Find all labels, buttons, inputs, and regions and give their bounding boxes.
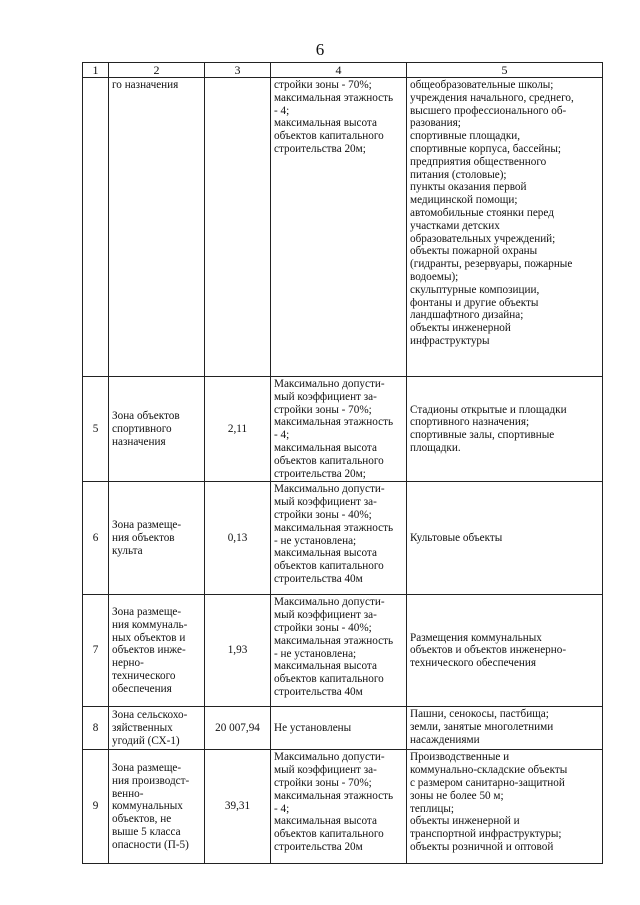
zone-name-line: ния коммуналь- bbox=[112, 618, 188, 631]
zone-permitted-uses-line: (гидранты, резервуары, пожарные bbox=[410, 258, 573, 271]
zone-parameters-line: объектов капитального bbox=[274, 673, 384, 686]
zone-permitted-uses-line: Размещения коммунальных bbox=[410, 631, 542, 644]
zone-permitted-uses-line: земли, занятые многолетними bbox=[410, 721, 554, 734]
col-header-4: 4 bbox=[271, 63, 407, 78]
zone-name-line: выше 5 класса bbox=[112, 826, 181, 839]
zone-parameters-line: максимальная высота bbox=[274, 547, 377, 560]
zone-permitted-uses-line: скульптурные композиции, bbox=[410, 283, 540, 296]
zone-permitted-uses-line: медицинской помощи; bbox=[410, 194, 518, 207]
zone-permitted-uses-line: площадки. bbox=[410, 441, 461, 454]
zone-name-line: культа bbox=[112, 544, 143, 557]
zone-name bbox=[109, 78, 205, 377]
zone-parameters-line: стройки зоны - 70%; bbox=[274, 776, 372, 789]
zone-name bbox=[109, 707, 205, 750]
zone-name-line: венно- bbox=[112, 787, 144, 800]
zone-number: 9 bbox=[83, 750, 109, 864]
zone-parameters bbox=[271, 482, 407, 595]
zone-parameters-line: максимальная высота bbox=[274, 660, 377, 673]
zone-name-line: угодий (СХ-1) bbox=[112, 734, 180, 747]
zone-name bbox=[109, 377, 205, 482]
table-row bbox=[83, 482, 603, 595]
zone-name-line: Зона размеще- bbox=[112, 762, 182, 775]
zone-name-line: Зона размеще- bbox=[112, 606, 182, 619]
zone-name bbox=[109, 750, 205, 864]
zone-permitted-uses-line: пункты оказания первой bbox=[410, 181, 527, 194]
zone-parameters-line: максимальная этажность bbox=[274, 91, 394, 104]
zone-permitted-uses-line: водоемы); bbox=[410, 270, 459, 283]
zone-area bbox=[205, 78, 271, 377]
zone-permitted-uses-line: образовательных учреждений; bbox=[410, 232, 556, 245]
zone-parameters-line: Не установлены bbox=[274, 721, 352, 734]
zone-permitted-uses bbox=[407, 78, 603, 377]
table-row bbox=[83, 78, 603, 377]
zone-permitted-uses-line: технического обеспечения bbox=[410, 657, 537, 670]
zone-permitted-uses-line: Пашни, сенокосы, пастбища; bbox=[410, 708, 549, 721]
zone-permitted-uses-line: теплицы; bbox=[410, 802, 455, 815]
zone-parameters-line: максимальная высота bbox=[274, 117, 377, 130]
zone-permitted-uses-line: предприятия общественного bbox=[410, 155, 547, 168]
zone-number: 5 bbox=[83, 377, 109, 482]
col-header-2: 2 bbox=[109, 63, 205, 78]
zone-parameters-line: объектов капитального bbox=[274, 130, 384, 143]
table-row bbox=[83, 750, 603, 864]
zone-name-line: ных объектов и bbox=[112, 631, 186, 644]
page-number: 6 bbox=[315, 40, 325, 59]
zone-name-line: объектов, не bbox=[112, 813, 172, 826]
zone-name-line: объектов инже- bbox=[112, 644, 186, 657]
zone-parameters-line: Максимально допусти- bbox=[274, 483, 385, 496]
zone-name-line: обеспечения bbox=[112, 682, 172, 695]
zone-parameters-line: Максимально допусти- bbox=[274, 378, 385, 390]
zone-permitted-uses-line: спортивные залы, спортивные bbox=[410, 429, 555, 442]
zone-permitted-uses-line: транспортной инфраструктуры; bbox=[410, 828, 562, 841]
zone-parameters-line: - не установлена; bbox=[274, 647, 357, 660]
zone-permitted-uses-line: объекты розничной и оптовой bbox=[410, 840, 554, 853]
zone-permitted-uses-line: объекты пожарной охраны bbox=[410, 245, 538, 258]
zone-permitted-uses bbox=[407, 707, 603, 750]
zone-name-line: го назначения bbox=[112, 79, 179, 91]
zone-parameters-line: Максимально допусти- bbox=[274, 751, 385, 764]
col-header-3: 3 bbox=[205, 63, 271, 78]
zone-permitted-uses-line: автомобильные стоянки перед bbox=[410, 206, 554, 219]
zone-parameters-line: максимальная этажность bbox=[274, 789, 394, 802]
zone-name bbox=[109, 595, 205, 707]
zone-parameters-line: мый коэффициент за- bbox=[274, 764, 377, 777]
zone-permitted-uses-line: фонтаны и другие объекты bbox=[410, 296, 539, 309]
zone-number bbox=[83, 78, 109, 377]
zone-name-line: спортивного bbox=[112, 422, 172, 435]
zone-parameters-line: максимальная этажность bbox=[274, 521, 394, 534]
zone-permitted-uses-line: Стадионы открытые и площадки bbox=[410, 403, 567, 416]
zone-permitted-uses-line: инфраструктуры bbox=[410, 334, 490, 347]
zone-parameters-line: мый коэффициент за- bbox=[274, 496, 377, 509]
zone-parameters-line: объектов капитального bbox=[274, 454, 384, 467]
zone-parameters bbox=[271, 707, 407, 750]
col-header-5: 5 bbox=[407, 63, 603, 78]
zone-name-line: Зона сельскохо- bbox=[112, 709, 188, 722]
zone-permitted-uses-line: высшего профессионального об- bbox=[410, 104, 567, 117]
zone-parameters bbox=[271, 750, 407, 864]
zone-parameters-line: объектов капитального bbox=[274, 828, 384, 841]
zone-name-line: нерно- bbox=[112, 657, 144, 670]
zone-name-line: назначения bbox=[112, 435, 166, 448]
zone-parameters-line: строительства 20м bbox=[274, 840, 363, 853]
zone-permitted-uses-line: Производственные и bbox=[410, 751, 510, 764]
zone-parameters-line: - 4; bbox=[274, 429, 290, 442]
zone-parameters-line: максимальная этажность bbox=[274, 416, 394, 429]
zone-permitted-uses bbox=[407, 482, 603, 595]
zone-parameters-line: - 4; bbox=[274, 802, 290, 815]
zone-permitted-uses-line: спортивные корпуса, бассейны; bbox=[410, 142, 562, 155]
zone-permitted-uses-line: ландшафтного дизайна; bbox=[410, 309, 524, 322]
zone-name bbox=[109, 482, 205, 595]
zone-parameters-line: максимальная этажность bbox=[274, 634, 394, 647]
zone-permitted-uses bbox=[407, 750, 603, 864]
zone-name-line: опасности (П-5) bbox=[112, 838, 189, 851]
table-row bbox=[83, 377, 603, 482]
zone-parameters-line: стройки зоны - 40%; bbox=[274, 621, 372, 634]
zone-permitted-uses-line: участками детских bbox=[410, 219, 500, 232]
zone-parameters-line: мый коэффициент за- bbox=[274, 609, 377, 622]
zone-name-line: ния производст- bbox=[112, 774, 190, 787]
zone-parameters-line: стройки зоны - 70%; bbox=[274, 79, 372, 91]
zone-name-line: коммунальных bbox=[112, 800, 183, 813]
zone-number: 8 bbox=[83, 707, 109, 750]
zone-permitted-uses-line: объекты инженерной и bbox=[410, 815, 520, 828]
zone-name-line: Зона размеще- bbox=[112, 519, 182, 532]
zone-number: 7 bbox=[83, 595, 109, 707]
zone-permitted-uses-line: питания (столовые); bbox=[410, 168, 507, 181]
zone-number: 6 bbox=[83, 482, 109, 595]
zone-parameters-line: строительства 20м; bbox=[274, 467, 366, 480]
zones-table bbox=[82, 62, 603, 864]
zone-parameters bbox=[271, 377, 407, 482]
zone-permitted-uses-line: учреждения начального, среднего, bbox=[410, 91, 574, 104]
zone-area: 0,13 bbox=[205, 482, 271, 595]
zone-permitted-uses-line: объектов и объектов инженерно- bbox=[410, 644, 567, 657]
zone-permitted-uses-line: зоны не более 50 м; bbox=[410, 789, 504, 802]
zone-parameters bbox=[271, 595, 407, 707]
zone-parameters bbox=[271, 78, 407, 377]
zone-parameters-line: стройки зоны - 70%; bbox=[274, 403, 372, 416]
zone-permitted-uses-line: разования; bbox=[410, 117, 461, 130]
table-row bbox=[83, 707, 603, 750]
zone-permitted-uses-line: насаждениями bbox=[410, 733, 480, 746]
zone-name-line: ния объектов bbox=[112, 531, 175, 544]
zone-permitted-uses-line: общеобразовательные школы; bbox=[410, 79, 554, 91]
zone-permitted-uses-line: объекты инженерной bbox=[410, 322, 511, 335]
zone-parameters-line: максимальная высота bbox=[274, 815, 377, 828]
header-row bbox=[83, 63, 603, 78]
zone-permitted-uses-line: спортивного назначения; bbox=[410, 416, 530, 429]
zone-parameters-line: Максимально допусти- bbox=[274, 596, 385, 609]
zone-parameters-line: строительства 20м; bbox=[274, 142, 366, 155]
zone-parameters-line: мый коэффициент за- bbox=[274, 390, 377, 403]
zone-area: 39,31 bbox=[205, 750, 271, 864]
zone-permitted-uses-line: коммунально-складские объекты bbox=[410, 764, 568, 777]
zone-parameters-line: - не установлена; bbox=[274, 534, 357, 547]
zone-parameters-line: строительства 40м bbox=[274, 572, 363, 585]
table-row bbox=[83, 595, 603, 707]
zone-parameters-line: - 4; bbox=[274, 104, 290, 117]
zone-area: 2,11 bbox=[205, 377, 271, 482]
zone-parameters-line: стройки зоны - 40%; bbox=[274, 508, 372, 521]
zone-area: 1,93 bbox=[205, 595, 271, 707]
zone-permitted-uses bbox=[407, 595, 603, 707]
zone-parameters-line: строительства 40м bbox=[274, 685, 363, 698]
zone-name-line: Зона объектов bbox=[112, 409, 180, 422]
zone-permitted-uses bbox=[407, 377, 603, 482]
zone-permitted-uses-line: спортивные площадки, bbox=[410, 130, 521, 143]
zone-name-line: технического bbox=[112, 670, 176, 683]
zone-permitted-uses-line: Культовые объекты bbox=[410, 531, 503, 544]
zone-parameters-line: максимальная высота bbox=[274, 441, 377, 454]
zone-area: 20 007,94 bbox=[205, 707, 271, 750]
col-header-1: 1 bbox=[83, 63, 109, 78]
zone-name-line: зяйственных bbox=[112, 721, 173, 734]
zone-permitted-uses-line: с размером санитарно-защитной bbox=[410, 776, 565, 789]
zone-parameters-line: объектов капитального bbox=[274, 560, 384, 573]
